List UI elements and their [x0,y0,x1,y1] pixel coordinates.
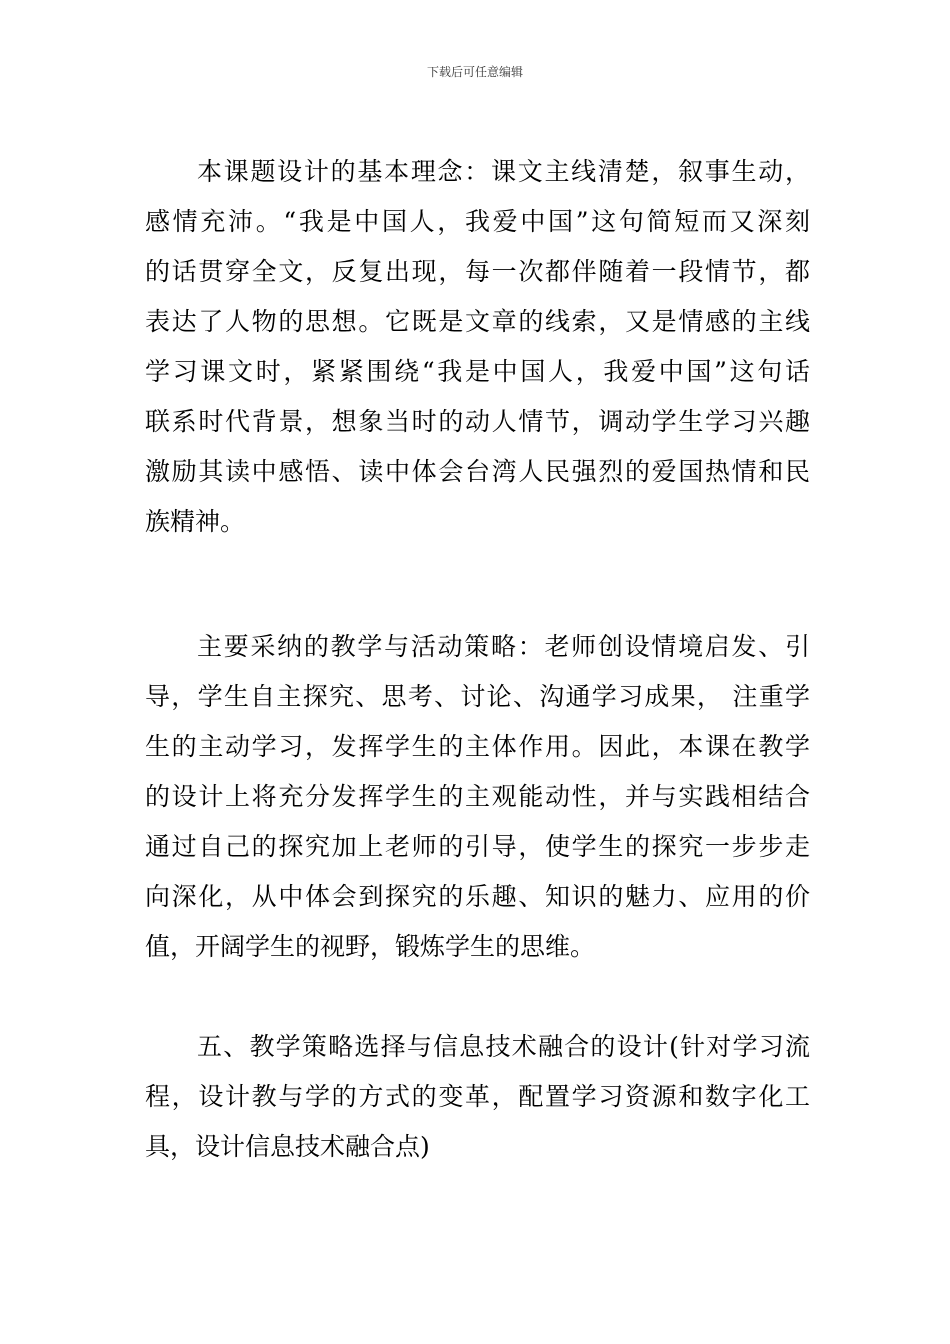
text-line: 学习课文时，紧紧围绕“我是中国人，我爱中国”这句话 [145,357,810,386]
text-line: 程，设计教与学的方式的变革，配置学习资源和数字化工 [145,1082,810,1111]
text-line: 激励其读中感悟、读中体会台湾人民强烈的爱国热情和民 [145,457,810,486]
text-line: 向深化，从中体会到探究的乐趣、知识的魅力、应用的价 [145,882,810,911]
text-line: 表达了人物的思想。它既是文章的线索，又是情感的主线 [145,307,810,336]
text-line: 导，学生自主探究、思考、讨论、沟通学习成果， 注重学 [145,682,810,711]
text-line: 的话贯穿全文，反复出现，每一次都伴随着一段情节，都 [145,257,810,286]
text-line: 联系时代背景，想象当时的动人情节，调动学生学习兴趣 [145,407,810,436]
text-line: 族精神。 [145,507,246,536]
text-line: 通过自己的探究加上老师的引导，使学生的探究一步步走 [145,832,810,861]
section-heading-line: 五、教学策略选择与信息技术融合的设计(针对学习流 [197,1032,810,1061]
text-line: 本课题设计的基本理念：课文主线清楚，叙事生动， [197,157,810,186]
text-line: 的设计上将充分发挥学生的主观能动性，并与实践相结合 [145,782,810,811]
text-line: 值，开阔学生的视野，锻炼学生的思维。 [145,932,596,961]
text-line: 主要采纳的教学与活动策略：老师创设情境启发、引 [197,632,810,661]
page-header: 下载后可任意编辑 [426,65,523,79]
text-line: 生的主动学习，发挥学生的主体作用。因此，本课在教学 [145,732,810,761]
text-line: 具，设计信息技术融合点) [145,1132,430,1161]
text-line: 感情充沛。“我是中国人，我爱中国”这句简短而又深刻 [145,207,810,236]
